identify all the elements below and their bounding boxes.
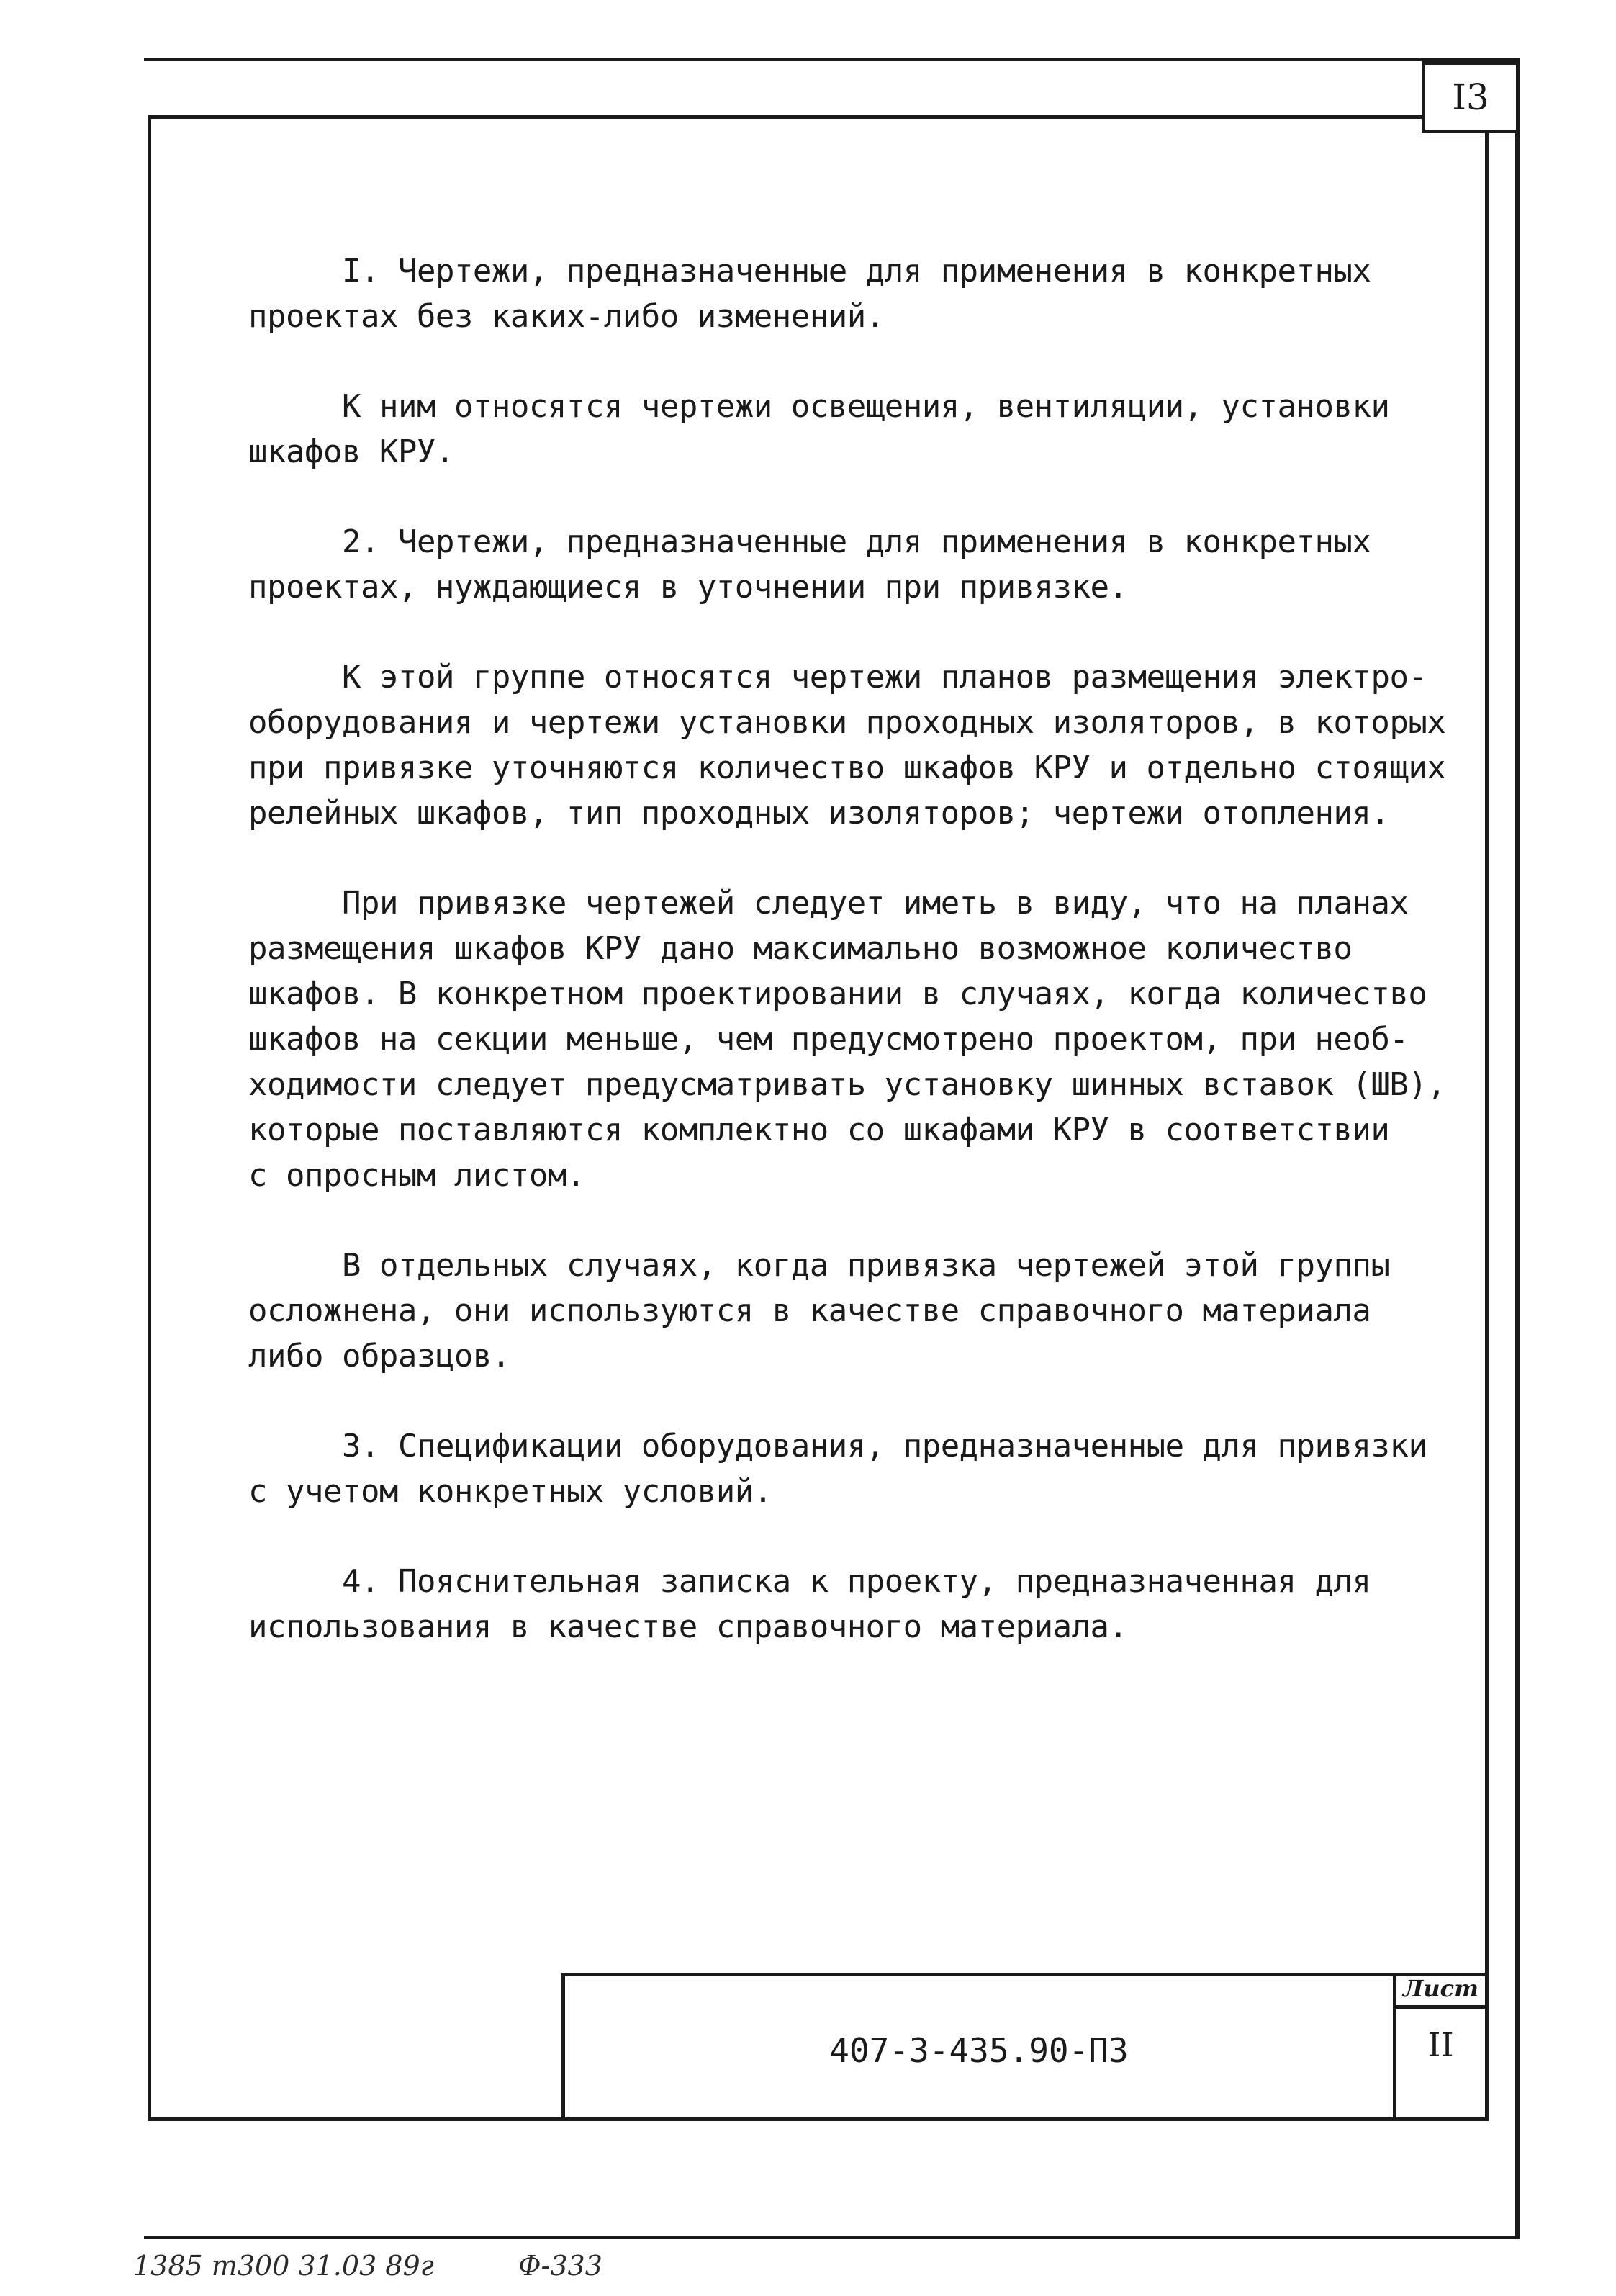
sheet-number: II <box>1427 2025 1454 2064</box>
bottom-border-line <box>144 2236 1520 2239</box>
outer-right-border <box>1515 61 1520 2239</box>
inner-right-rule <box>1485 115 1489 2121</box>
paragraph-8: 4. Пояснительная записка к проекту, предназначенная для использования в качестве справочного материала. <box>248 1563 1371 1645</box>
paragraph-5: При привязке чертежей следует иметь в виду, что на планах размещения шкафов КРУ дано максимально возможное количество шкафов. В конкретном проектировании в случаях, когда количество шкафов на секции меньше, чем предусмотрено проектом, при необ- ходимости следует предусматривать установку шинных вставок (ШВ), которые поставляются комплектно со шкафами КРУ в соответствии с опросным листом. <box>248 885 1446 1194</box>
paragraph-3: 2. Чертежи, предназначенные для применения в конкретных проектах, нуждающиеся в уточнении при привязке. <box>248 523 1371 605</box>
top-border-line <box>144 58 1520 61</box>
title-stamp <box>561 1973 1485 2121</box>
handwritten-note-left: 1385 т300 31.03 89г <box>133 2250 434 2282</box>
sheet-cell <box>1393 1973 1485 2121</box>
paragraph-1: I. Чертежи, предназначенные для применения в конкретных проектах без каких-либо изменений. <box>248 253 1371 335</box>
sheet-label: Лист <box>1396 1973 1485 2009</box>
paragraph-2: К ним относятся чертежи освещения, вентиляции, установки шкафов КРУ. <box>248 388 1390 470</box>
corner-sheet-number-text: I3 <box>1452 76 1489 118</box>
document-body <box>248 248 1458 1694</box>
paragraph-4: К этой группе относятся чертежи планов размещения электро- оборудования и чертежи установки проходных изоляторов, в которых при привязке уточняются количество шкафов КРУ и отдельно стоящих релейных шкафов, тип проходных изоляторов; чертежи отопления. <box>248 659 1446 832</box>
document-code: 407-3-435.90-ПЗ <box>829 2031 1129 2070</box>
paragraph-6: В отдельных случаях, когда привязка чертежей этой группы осложнена, они используются в качестве справочного материала либо образцов. <box>248 1247 1390 1374</box>
handwritten-note-right: Ф-333 <box>518 2250 602 2282</box>
paragraph-7: 3. Спецификации оборудования, предназначенные для привязки с учетом конкретных условий. <box>248 1428 1427 1510</box>
corner-sheet-number <box>1422 61 1520 133</box>
